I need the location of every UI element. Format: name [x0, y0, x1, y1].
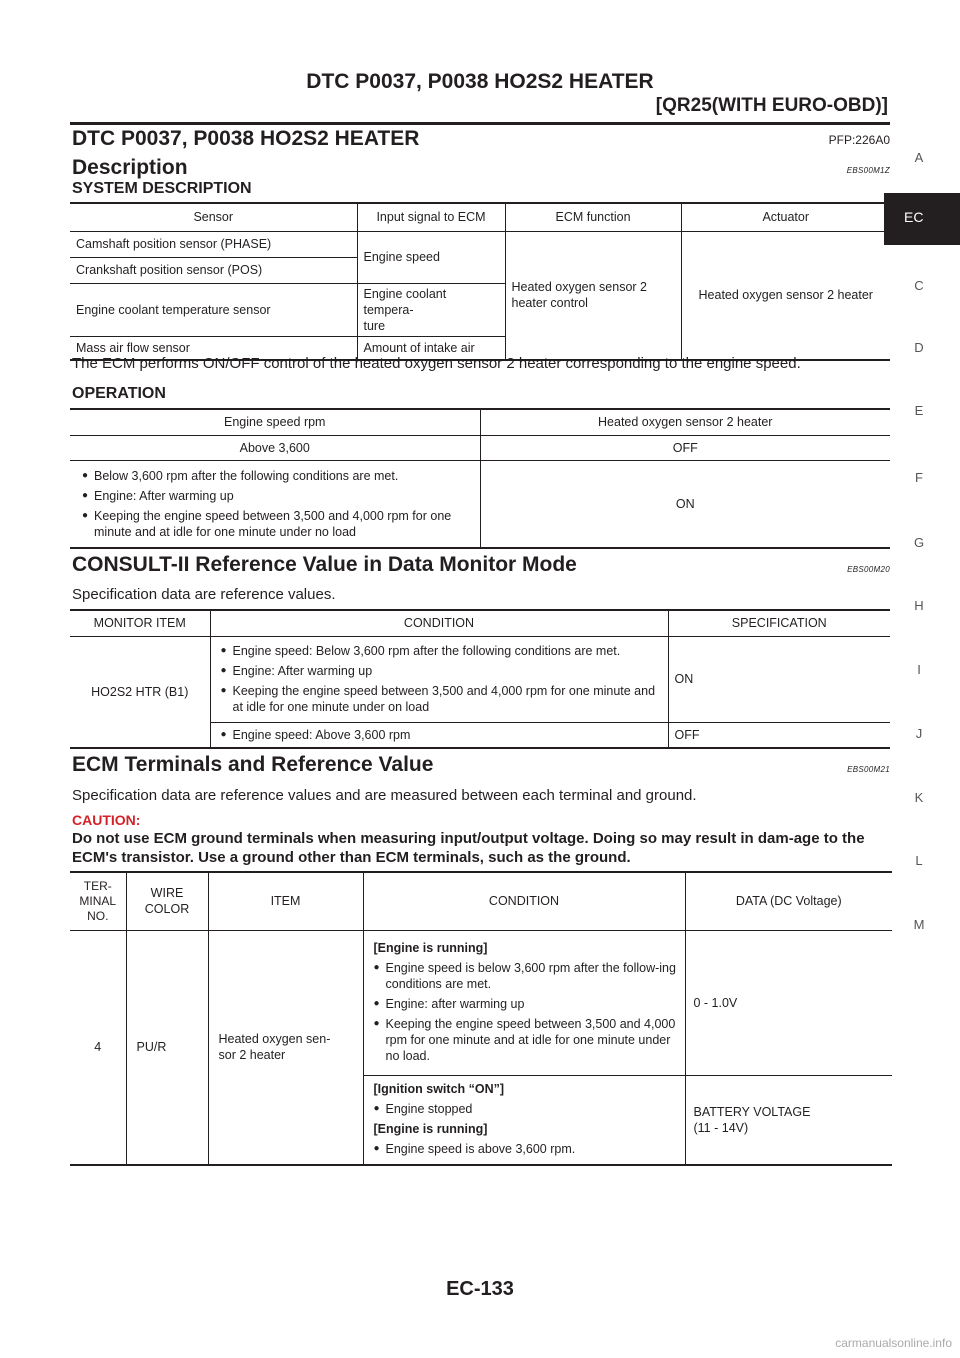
monitor-item-cell: HO2S2 HTR (B1) [70, 636, 210, 748]
ecm-heading: ECM Terminals and Reference Value [72, 753, 434, 776]
item-cell: Heated oxygen sen- sor 2 heater [208, 930, 363, 1165]
condition-bullet: ● Engine speed: Above 3,600 rpm [221, 727, 662, 743]
system-note: The ECM performs ON/OFF control of the heated oxygen sensor 2 heater corresponding to the engine speed. [72, 355, 801, 372]
sidebar-tab-i[interactable]: I [917, 662, 921, 677]
col-header-function: ECM function [505, 203, 681, 231]
system-description-heading: SYSTEM DESCRIPTION [72, 180, 252, 197]
engine-speed-cell: Above 3,600 [70, 435, 480, 460]
col-header-engine-speed: Engine speed rpm [70, 409, 480, 435]
heater-state-cell: ON [480, 460, 890, 548]
engine-speed-conditions [70, 460, 480, 548]
sidebar-tab-f[interactable]: F [915, 470, 923, 485]
condition-heading: [Ignition switch “ON”] [373, 1081, 505, 1096]
description-heading: Description [72, 156, 188, 179]
condition-heading: [Engine is running] [373, 940, 488, 955]
col-header-wire-color: WIRE COLOR [126, 872, 208, 930]
condition-bullet: ● Below 3,600 rpm after the following conditions are met. [82, 468, 474, 484]
col-header-condition: CONDITION [363, 872, 685, 930]
col-header-sensor: Sensor [70, 203, 357, 231]
consult-heading: CONSULT-II Reference Value in Data Monitor Mode [72, 553, 577, 576]
page-number: EC-133 [446, 1278, 514, 1300]
caution-label: CAUTION: [72, 812, 141, 828]
spec-cell: ON [668, 636, 890, 722]
sidebar-tab-a[interactable]: A [914, 150, 924, 165]
col-header-input: Input signal to ECM [357, 203, 505, 231]
operation-heading: OPERATION [72, 385, 166, 402]
col-header-terminal: TER- MINAL NO. [70, 872, 126, 930]
condition-cell [363, 930, 685, 1075]
sidebar-tab-label: EC [904, 209, 924, 225]
consult-note: Specification data are reference values. [72, 586, 336, 603]
input-cell: Engine speed [357, 231, 505, 283]
sensor-cell: Engine coolant temperature sensor [70, 283, 357, 336]
condition-bullet: ● Engine speed: Below 3,600 rpm after the following conditions are met. [221, 643, 662, 659]
sensor-cell: Crankshaft position sensor (POS) [70, 257, 357, 283]
sidebar-tab-ec-active[interactable] [884, 193, 960, 245]
input-cell: Engine coolant tempera- ture [357, 283, 505, 336]
terminal-cell: 4 [70, 930, 126, 1165]
data-cell: 0 - 1.0V [685, 930, 892, 1075]
sidebar-tab-j[interactable]: J [915, 726, 923, 741]
condition-bullet: ● Keeping the engine speed between 3,500 and 4,000 rpm for one minute and at idle for one minute under on load [221, 683, 662, 715]
input-cell: Amount of intake air [357, 336, 505, 360]
ecm-terminals-table [70, 871, 892, 1166]
sidebar-tab-d[interactable]: D [914, 340, 924, 355]
caution-text: Do not use ECM ground terminals when measuring input/output voltage. Doing so may result in dam-age to the ECM's transistor. Use a ground other than ECM terminals, such as the ground. [72, 830, 865, 866]
sidebar-tab-m[interactable]: M [913, 917, 925, 932]
condition-bullet: ● Engine: After warming up [82, 488, 474, 504]
consult-code: EBS00M20 [847, 565, 890, 574]
section-title: DTC P0037, P0038 HO2S2 HEATER [72, 127, 420, 150]
running-header-subtitle: [QR25(WITH EURO-OBD)] [655, 95, 888, 116]
condition-bullet: ● Engine speed is below 3,600 rpm after the follow-ing conditions are met. [374, 960, 679, 992]
condition-bullet: ● Engine: after warming up [374, 996, 679, 1012]
condition-cell [363, 1075, 685, 1165]
sidebar-tab-h[interactable]: H [914, 598, 924, 613]
sidebar-tab-e[interactable]: E [914, 403, 924, 418]
wire-color-cell: PU/R [126, 930, 208, 1165]
watermark: carmanualsonline.info [835, 1336, 952, 1350]
data-cell: BATTERY VOLTAGE (11 - 14V) [685, 1075, 892, 1165]
sensor-cell: Mass air flow sensor [76, 340, 190, 355]
description-code: EBS00M1Z [846, 166, 890, 175]
condition-bullet: ● Engine speed is above 3,600 rpm. [374, 1141, 679, 1157]
sidebar-tab-c[interactable]: C [914, 278, 924, 293]
col-header-monitor-item: MONITOR ITEM [70, 610, 210, 636]
sidebar-tab-l[interactable]: L [915, 853, 923, 868]
col-header-item: ITEM [208, 872, 363, 930]
operation-table [70, 408, 890, 549]
col-header-heater: Heated oxygen sensor 2 heater [480, 409, 890, 435]
condition-bullet: ● Engine: After warming up [221, 663, 662, 679]
actuator-cell: Heated oxygen sensor 2 heater [681, 231, 890, 360]
condition-cell [210, 722, 668, 748]
col-header-data: DATA (DC Voltage) [685, 872, 892, 930]
condition-bullet: ● Keeping the engine speed between 3,500 and 4,000 rpm for one minute and at idle for one minute under no load. [374, 1016, 679, 1064]
col-header-actuator: Actuator [681, 203, 890, 231]
condition-heading: [Engine is running] [373, 1121, 488, 1136]
ecm-code: EBS00M21 [847, 765, 890, 774]
col-header-specification: SPECIFICATION [668, 610, 890, 636]
pfp-code: PFP:226A0 [828, 133, 890, 147]
running-header-title: DTC P0037, P0038 HO2S2 HEATER [306, 70, 654, 93]
header-rule [70, 122, 890, 125]
condition-bullet: ● Keeping the engine speed between 3,500 and 4,000 rpm for one minute and at idle for one minute under no load [82, 508, 474, 540]
system-description-table [70, 202, 890, 361]
col-header-condition: CONDITION [210, 610, 668, 636]
condition-cell [210, 636, 668, 722]
sensor-cell: Camshaft position sensor (PHASE) [70, 231, 357, 257]
sidebar-tab-k[interactable]: K [914, 790, 924, 805]
consult-table [70, 609, 890, 749]
heater-state-cell: OFF [480, 435, 890, 460]
spec-cell: OFF [668, 722, 890, 748]
ecm-note: Specification data are reference values and are measured between each terminal and ground. [72, 787, 697, 804]
condition-bullet: ● Engine stopped [374, 1101, 679, 1117]
function-cell: Heated oxygen sensor 2 heater control [505, 231, 681, 360]
sidebar-tab-g[interactable]: G [913, 535, 925, 550]
